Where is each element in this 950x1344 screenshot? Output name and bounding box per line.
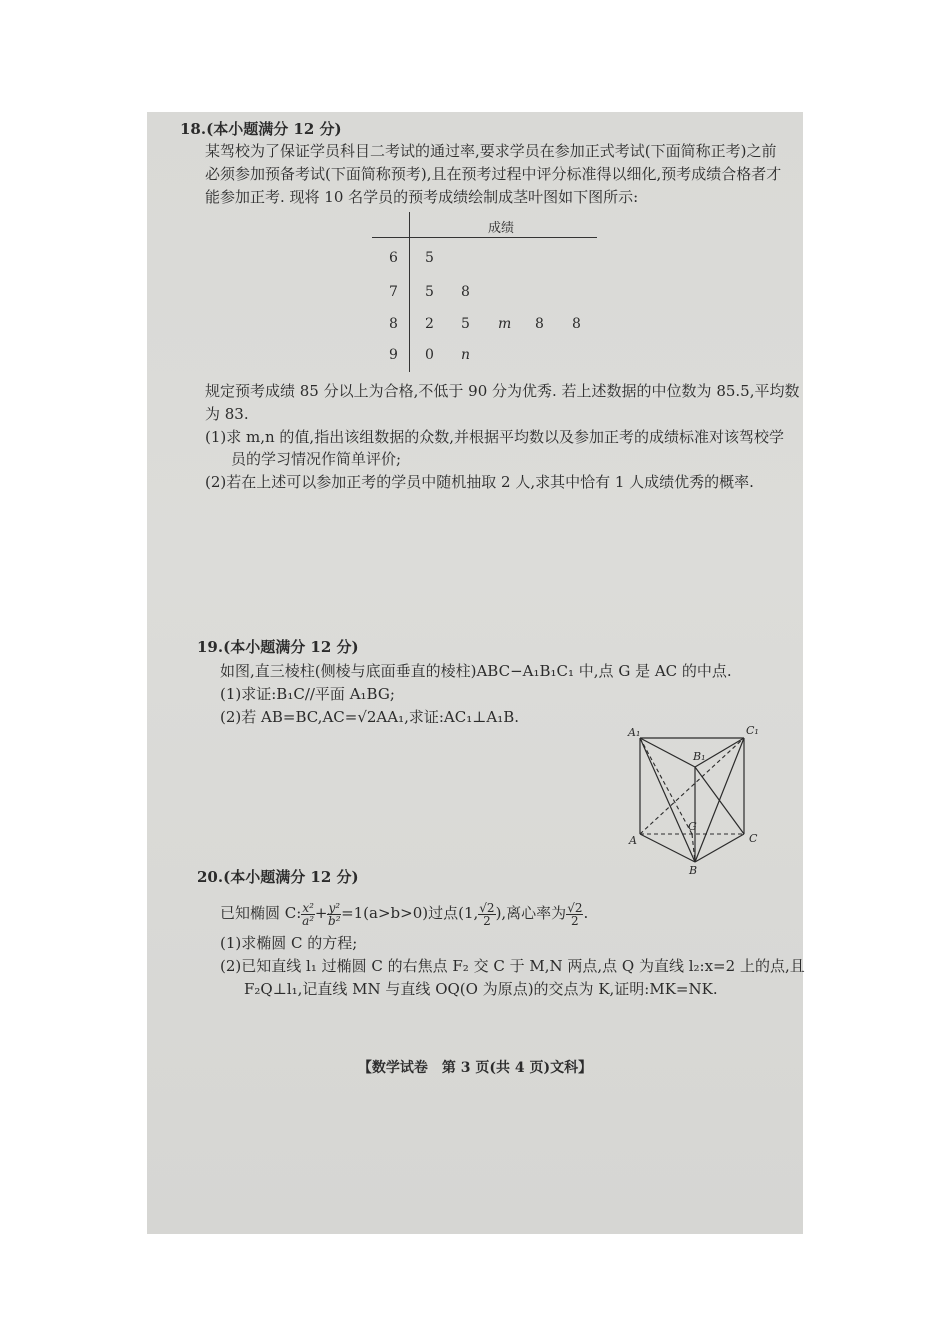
stem-9: 9: [389, 347, 398, 363]
q20-intro-mid: =1(a>b>0)过点(1,: [341, 904, 479, 922]
stem-header: 成绩: [488, 221, 515, 236]
q20-intro: 已知椭圆 C: $\frac{\text{x²}}{\text{a²}}$ + $\frac{\text{y²}}{\text{b²}}$ =1(a>b>0)过点(1, $\frac{√2}{2}$ ),离心率为 $\frac{√2}{2}$ .: [220, 900, 589, 928]
fraction-point-y: $\frac{√2}{2}$: [479, 900, 495, 928]
q18-title: 18.(本小题满分 12 分): [180, 120, 342, 138]
q18-line4: 规定预考成绩 85 分以上为合格,不低于 90 分为优秀. 若上述数据的中位数为 85.5,平均数: [205, 382, 800, 400]
q19-title: 19.(本小题满分 12 分): [197, 638, 359, 656]
label-A1: A₁: [628, 726, 641, 739]
leaf: 0: [425, 347, 434, 363]
stem-8: 8: [389, 316, 398, 332]
label-C1: C₁: [746, 724, 759, 737]
prism-figure: [628, 724, 763, 880]
q19-part2: (2)若 AB=BC,AC=√2AA₁,求证:AC₁⊥A₁B.: [220, 708, 519, 726]
q18-line1: 某驾校为了保证学员科目二考试的通过率,要求学员在参加正式考试(下面简称正考)之前: [205, 142, 777, 160]
q20-intro-pre: 已知椭圆 C:: [220, 904, 302, 922]
leaf-m: m: [498, 316, 512, 332]
leaf: 2: [425, 316, 434, 332]
q20-intro-mid2: ),离心率为: [495, 904, 567, 922]
label-B: B: [689, 864, 698, 877]
q19-intro: 如图,直三棱柱(侧棱与底面垂直的棱柱)ABC−A₁B₁C₁ 中,点 G 是 AC 的中点.: [220, 662, 732, 680]
stem-7: 7: [389, 284, 398, 300]
leaf: 5: [425, 284, 434, 300]
q20-title: 20.(本小题满分 12 分): [197, 868, 359, 886]
fraction-eccentricity: $\frac{√2}{2}$: [567, 900, 583, 928]
q20-part2a: (2)已知直线 l₁ 过椭圆 C 的右焦点 F₂ 交 C 于 M,N 两点,点 Q 为直线 l₂:x=2 上的点,且: [220, 957, 805, 975]
q18-line2: 必须参加预备考试(下面简称预考),且在预考过程中评分标准得以细化,预考成绩合格者才: [205, 165, 782, 183]
q18-part2: (2)若在上述可以参加正考的学员中随机抽取 2 人,求其中恰有 1 人成绩优秀的概率.: [205, 473, 754, 491]
leaf: 8: [535, 316, 544, 332]
q18-line3: 能参加正考. 现将 10 名学员的预考成绩绘制成茎叶图如下图所示:: [205, 188, 639, 206]
q20-part2b: F₂Q⊥l₁,记直线 MN 与直线 OQ(O 为原点)的交点为 K,证明:MK=NK.: [244, 980, 718, 998]
q18-part1a: (1)求 m,n 的值,指出该组数据的众数,并根据平均数以及参加正考的成绩标准对该驾校学: [205, 428, 784, 446]
fraction-x: $\frac{\text{x²}}{\text{a²}}$: [302, 900, 315, 928]
stem-header-rule: [372, 237, 597, 238]
q20-intro-end: .: [583, 904, 589, 922]
q19-part1: (1)求证:B₁C//平面 A₁BG;: [220, 685, 395, 703]
label-C: C: [749, 832, 758, 845]
stem-divider: [409, 212, 410, 372]
label-B1: B₁: [693, 750, 706, 763]
label-G: G: [688, 820, 697, 833]
leaf: 5: [425, 250, 434, 266]
stem-leaf-plot: [372, 212, 602, 372]
leaf-n: n: [461, 347, 471, 363]
page-footer: 【数学试卷 第 3 页(共 4 页)文科】: [357, 1060, 593, 1076]
prism-diagram: [628, 724, 763, 880]
leaf: 8: [461, 284, 470, 300]
q18-line5: 为 83.: [205, 405, 249, 423]
q20-part1: (1)求椭圆 C 的方程;: [220, 934, 358, 952]
q18-part1b: 员的学习情况作简单评价;: [231, 450, 402, 468]
leaf: 5: [461, 316, 470, 332]
label-A: A: [629, 834, 637, 847]
fraction-y: $\frac{\text{y²}}{\text{b²}}$: [328, 900, 341, 928]
stem-6: 6: [389, 250, 398, 266]
leaf: 8: [572, 316, 581, 332]
